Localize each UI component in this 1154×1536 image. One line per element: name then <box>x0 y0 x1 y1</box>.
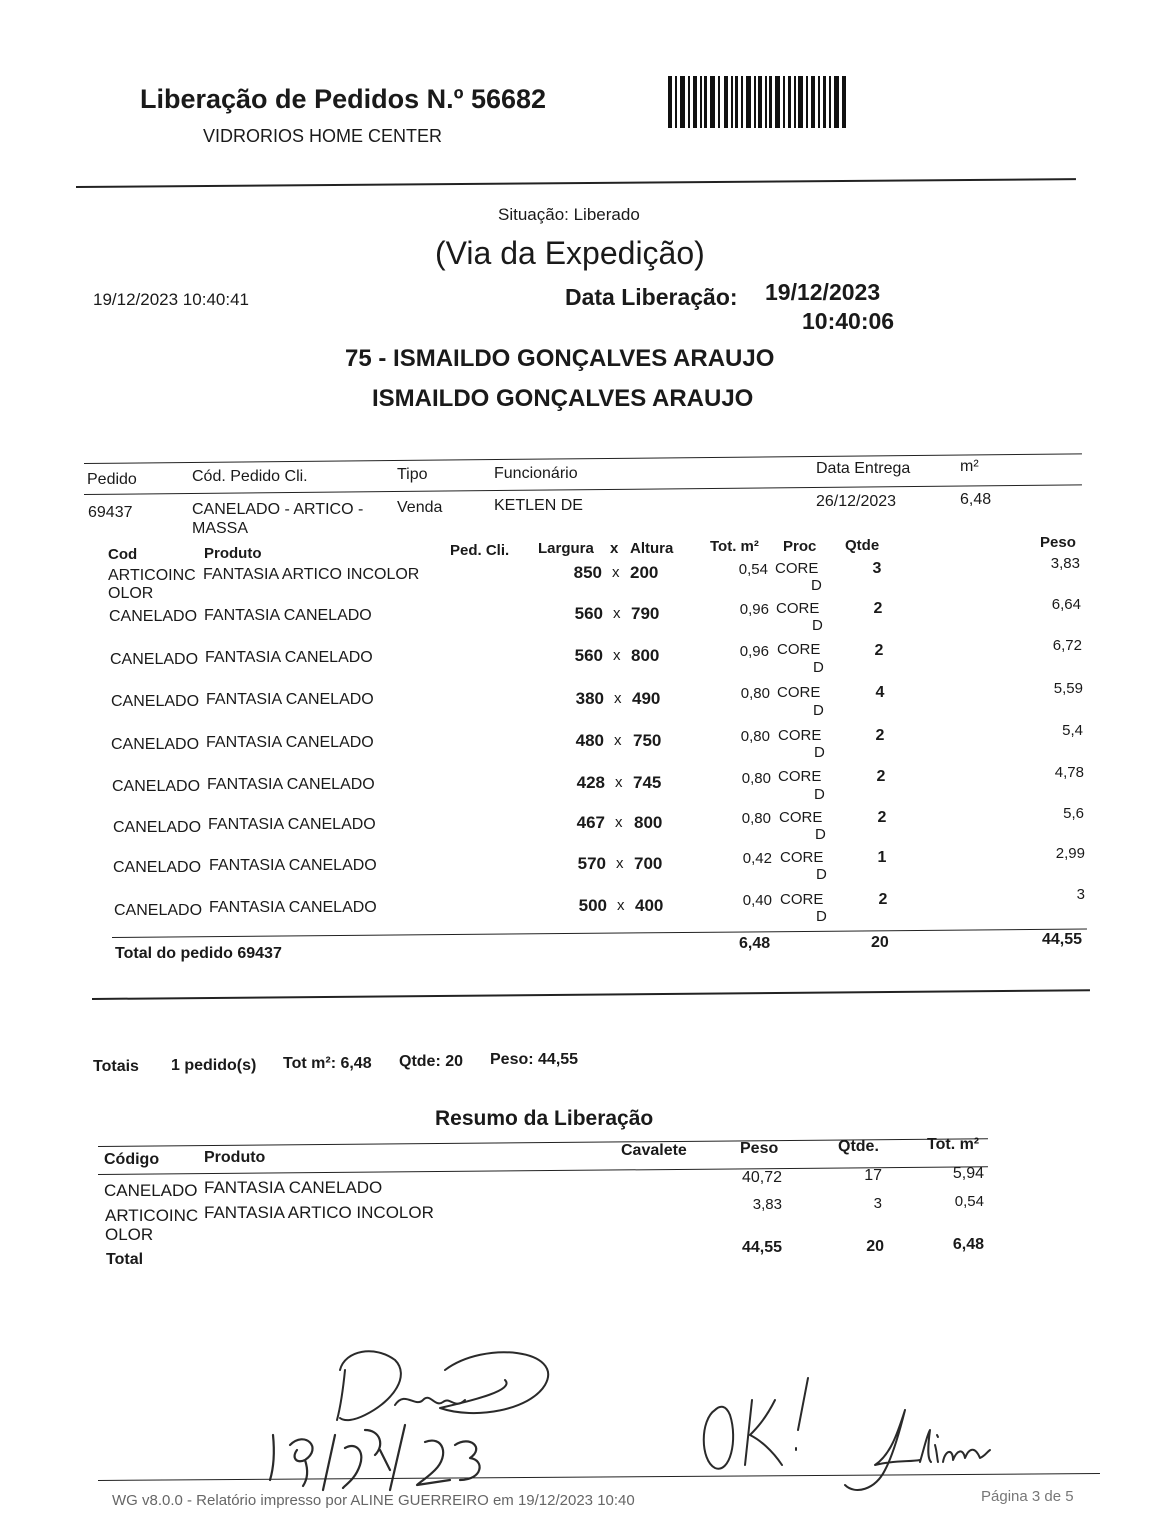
data-liberacao-label: Data Liberação: <box>565 284 738 310</box>
item-proc: CORE <box>778 727 822 744</box>
situacao: Situação: Liberado <box>498 205 640 224</box>
item-header-tot-m2: Tot. m² <box>710 538 759 555</box>
item-produto: FANTASIA CANELADO <box>209 899 377 916</box>
order-cod-pedido-cli: CANELADO - ARTICO - <box>192 501 364 518</box>
item-produto: FANTASIA CANELADO <box>204 607 372 624</box>
print-datetime: 19/12/2023 10:40:41 <box>93 290 249 309</box>
item-qtde: 1 <box>877 849 887 866</box>
footer-printed-by: WG v8.0.0 - Relatório impresso por ALINE GUERREIRO em 19/12/2023 10:40 <box>112 1492 635 1509</box>
item-proc: CORE <box>779 809 823 826</box>
resumo-total-label: Total <box>106 1251 144 1268</box>
order-total-m2: 6,48 <box>739 935 771 952</box>
order-total-line <box>112 928 1087 938</box>
col-header-cod-pedido-cli: Cód. Pedido Cli. <box>192 468 308 485</box>
item-header-produto: Produto <box>204 545 262 562</box>
item-proc-cont: D <box>814 744 825 761</box>
via-label: (Via da Expedição) <box>435 235 705 271</box>
resumo-tot-m2: 5,94 <box>952 1165 984 1182</box>
item-cod: ARTICOINC <box>108 567 196 584</box>
item-cod: CANELADO <box>111 693 200 710</box>
item-header-cod: Cod <box>108 546 138 563</box>
totais-label: Totais <box>93 1058 139 1075</box>
item-x: x <box>614 732 622 749</box>
order-total-qtde: 20 <box>871 934 889 951</box>
item-peso: 2,99 <box>1055 845 1085 862</box>
order-table-top-line <box>84 453 1082 464</box>
item-peso: 6,72 <box>1052 637 1082 654</box>
item-tot-m2: 0,80 <box>741 810 771 827</box>
order-total-label: Total do pedido 69437 <box>115 945 282 962</box>
item-x: x <box>615 774 623 791</box>
totais-pedidos: 1 pedido(s) <box>171 1057 257 1074</box>
item-proc-cont: D <box>816 866 827 883</box>
item-produto: FANTASIA CANELADO <box>205 649 373 666</box>
item-cod: CANELADO <box>114 902 203 919</box>
order-funcionario: KETLEN DE <box>494 497 583 514</box>
item-x: x <box>612 564 620 581</box>
item-altura: 700 <box>634 854 663 873</box>
col-header-funcionario: Funcionário <box>494 465 578 482</box>
resumo-header-peso: Peso <box>740 1140 779 1157</box>
item-proc: CORE <box>776 600 820 617</box>
item-qtde: 2 <box>876 768 886 785</box>
client-name-code: 75 - ISMAILDO GONÇALVES ARAUJO <box>345 345 775 372</box>
item-largura: 467 <box>576 813 605 832</box>
item-x: x <box>613 647 621 664</box>
item-qtde: 2 <box>875 727 885 744</box>
item-proc-cont: D <box>812 617 823 634</box>
data-liberacao-time: 10:40:06 <box>802 308 895 334</box>
data-liberacao-date: 19/12/2023 <box>765 279 881 305</box>
item-proc-cont: D <box>814 786 825 803</box>
resumo-codigo: ARTICOINC <box>105 1206 199 1225</box>
item-largura: 560 <box>574 646 603 665</box>
item-largura: 570 <box>577 854 606 873</box>
document-title: Liberação de Pedidos N.º 56682 <box>140 84 547 114</box>
item-header-x: x <box>610 540 619 557</box>
item-altura: 790 <box>631 604 660 623</box>
item-proc: CORE <box>775 560 819 577</box>
item-proc-cont: D <box>816 908 827 925</box>
item-qtde: 3 <box>872 560 882 577</box>
resumo-header-tot-m2: Tot. m² <box>927 1136 980 1153</box>
item-qtde: 4 <box>875 684 885 701</box>
item-peso: 3,83 <box>1050 555 1080 572</box>
item-altura: 750 <box>633 731 662 750</box>
item-proc-cont: D <box>815 826 826 843</box>
company-name: VIDRORIOS HOME CENTER <box>203 126 443 146</box>
item-header-ped-cli: Ped. Cli. <box>450 542 510 559</box>
item-tot-m2: 0,96 <box>739 643 769 660</box>
item-cod: CANELADO <box>112 778 201 795</box>
item-proc: CORE <box>778 768 822 785</box>
item-altura: 490 <box>632 689 661 708</box>
item-largura: 560 <box>574 604 603 623</box>
item-tot-m2: 0,96 <box>739 601 769 618</box>
item-header-largura: Largura <box>538 540 594 557</box>
footer-page-number: Página 3 de 5 <box>981 1488 1074 1505</box>
item-altura: 200 <box>630 563 659 582</box>
resumo-produto: FANTASIA ARTICO INCOLOR <box>204 1203 434 1222</box>
item-tot-m2: 0,40 <box>742 892 772 909</box>
handwritten-signature-date <box>245 1330 565 1510</box>
item-altura: 400 <box>635 896 664 915</box>
item-tot-m2: 0,42 <box>742 850 772 867</box>
totais-tot-m2: Tot m²: 6,48 <box>283 1055 372 1072</box>
item-produto: FANTASIA CANELADO <box>206 691 374 708</box>
item-peso: 6,64 <box>1051 596 1081 613</box>
order-total-peso: 44,55 <box>1042 931 1083 948</box>
item-tot-m2: 0,54 <box>738 561 768 578</box>
col-header-m2: m² <box>960 458 979 475</box>
order-cod-pedido-cli-cont: MASSA <box>192 520 249 537</box>
item-header-proc: Proc <box>783 538 817 555</box>
item-qtde: 2 <box>874 642 884 659</box>
resumo-header-qtde: Qtde. <box>838 1138 879 1155</box>
resumo-peso: 3,83 <box>752 1196 782 1213</box>
item-produto: FANTASIA CANELADO <box>207 776 375 793</box>
resumo-tot-m2: 0,54 <box>954 1193 984 1210</box>
item-proc: CORE <box>777 684 821 701</box>
item-altura: 745 <box>633 773 662 792</box>
totais-peso: Peso: 44,55 <box>490 1051 579 1068</box>
item-peso: 5,6 <box>1063 805 1084 822</box>
resumo-codigo-cont: OLOR <box>105 1225 154 1244</box>
item-tot-m2: 0,80 <box>741 770 771 787</box>
item-proc: CORE <box>780 849 824 866</box>
col-header-tipo: Tipo <box>397 466 428 483</box>
item-x: x <box>614 690 622 707</box>
item-cod: CANELADO <box>113 819 202 836</box>
order-m2: 6,48 <box>960 491 992 508</box>
item-qtde: 2 <box>877 809 887 826</box>
order-tipo: Venda <box>397 499 443 516</box>
order-header-line <box>84 484 1082 495</box>
header-divider <box>76 178 1076 188</box>
item-qtde: 2 <box>878 891 888 908</box>
item-tot-m2: 0,80 <box>740 685 770 702</box>
item-x: x <box>617 897 625 914</box>
resumo-qtde: 3 <box>873 1195 882 1212</box>
item-largura: 500 <box>578 896 607 915</box>
col-header-data-entrega: Data Entrega <box>816 460 911 477</box>
item-header-altura: Altura <box>630 540 674 557</box>
item-peso: 3 <box>1076 886 1085 903</box>
item-proc: CORE <box>780 891 824 908</box>
order-table-bottom-line <box>92 989 1090 1000</box>
item-largura: 380 <box>575 689 604 708</box>
item-produto: FANTASIA CANELADO <box>208 816 376 833</box>
resumo-peso: 40,72 <box>741 1169 782 1186</box>
item-largura: 428 <box>576 773 605 792</box>
item-peso: 5,59 <box>1053 680 1083 697</box>
item-produto: FANTASIA CANELADO <box>209 857 377 874</box>
item-header-qtde: Qtde <box>845 537 880 554</box>
resumo-produto: FANTASIA CANELADO <box>204 1178 383 1197</box>
client-name: ISMAILDO GONÇALVES ARAUJO <box>372 385 754 412</box>
resumo-title: Resumo da Liberação <box>435 1107 654 1130</box>
item-tot-m2: 0,80 <box>740 728 770 745</box>
item-produto: FANTASIA CANELADO <box>206 734 374 751</box>
resumo-qtde: 17 <box>864 1167 882 1184</box>
item-proc-cont: D <box>813 659 824 676</box>
item-altura: 800 <box>634 813 663 832</box>
item-produto: FANTASIA ARTICO INCOLOR <box>203 566 420 583</box>
item-proc-cont: D <box>813 702 824 719</box>
col-header-pedido: Pedido <box>87 471 137 488</box>
item-largura: 480 <box>575 731 604 750</box>
handwritten-signature-name <box>835 1400 995 1510</box>
item-cod: CANELADO <box>109 608 198 625</box>
resumo-total-peso: 44,55 <box>741 1239 782 1256</box>
handwritten-ok-mark <box>690 1370 830 1490</box>
item-x: x <box>613 605 621 622</box>
barcode <box>668 76 846 128</box>
resumo-total-qtde: 20 <box>866 1238 884 1255</box>
totais-qtde: Qtde: 20 <box>399 1053 464 1070</box>
item-cod: CANELADO <box>110 651 199 668</box>
item-peso: 4,78 <box>1054 764 1084 781</box>
item-largura: 850 <box>573 563 602 582</box>
resumo-header-codigo: Código <box>104 1151 160 1168</box>
item-qtde: 2 <box>873 600 883 617</box>
resumo-codigo: CANELADO <box>104 1181 198 1200</box>
item-proc: CORE <box>777 641 821 658</box>
item-peso: 5,4 <box>1062 722 1083 739</box>
item-header-peso: Peso <box>1040 534 1076 551</box>
order-pedido: 69437 <box>88 504 133 521</box>
resumo-header-cavalete: Cavalete <box>621 1142 687 1159</box>
item-cod: CANELADO <box>113 859 202 876</box>
item-cod-cont: OLOR <box>108 585 154 602</box>
item-x: x <box>616 855 624 872</box>
resumo-total-tot-m2: 6,48 <box>952 1236 984 1253</box>
item-proc-cont: D <box>811 577 822 594</box>
resumo-header-produto: Produto <box>204 1149 266 1166</box>
order-data-entrega: 26/12/2023 <box>816 493 897 510</box>
item-altura: 800 <box>631 646 660 665</box>
item-cod: CANELADO <box>111 736 200 753</box>
item-x: x <box>615 814 623 831</box>
